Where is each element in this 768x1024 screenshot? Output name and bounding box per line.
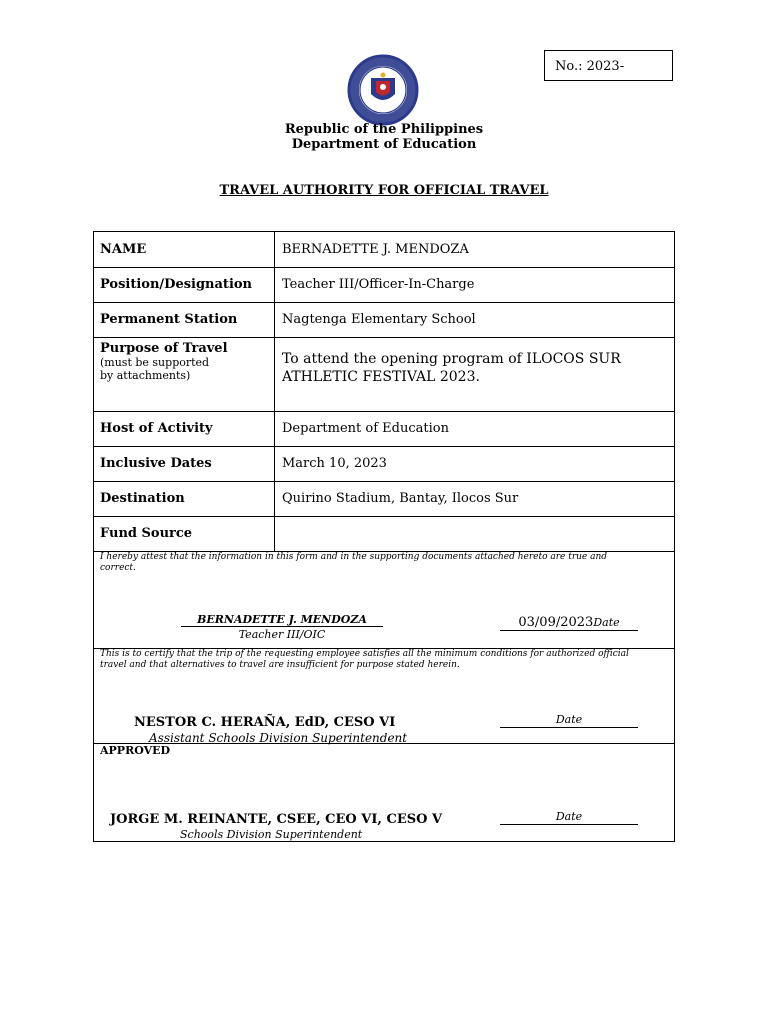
certify-text-line: This is to certify that the trip of the requesting employee satisfies all the minimum conditions for authorized official [100, 649, 629, 659]
attest-signer-name: BERNADETTE J. MENDOZA [181, 613, 383, 627]
field-value[interactable]: Department of Education [282, 421, 449, 436]
approved-section [94, 743, 674, 841]
approved-signer-name: JORGE M. REINANTE, CSEE, CEO VI, CESO V [110, 812, 443, 827]
certify-statement [100, 649, 670, 671]
field-sublabel: by attachments) [100, 369, 191, 382]
field-label: Purpose of Travel [100, 341, 228, 356]
field-row-name [94, 232, 674, 268]
field-row-purpose [94, 337, 674, 412]
field-row-fund [94, 516, 674, 552]
field-row-host [94, 411, 674, 447]
field-value[interactable]: BERNADETTE J. MENDOZA [282, 242, 469, 257]
certify-signer-position: Assistant Schools Division Superintendent [149, 731, 408, 745]
attest-text-line: I hereby attest that the information in this form and in the supporting documents attached hereto are true and [100, 552, 608, 562]
field-label: Host of Activity [94, 411, 275, 446]
attest-signer-position: Teacher III/OIC [238, 628, 326, 641]
field-row-station [94, 302, 674, 338]
field-label: Inclusive Dates [94, 446, 275, 481]
field-value-line: ATHLETIC FESTIVAL 2023. [282, 369, 480, 385]
certify-date-label: Date [555, 713, 583, 726]
attest-signature-block [172, 608, 392, 641]
certify-section [94, 648, 674, 744]
attest-section [94, 551, 674, 649]
field-row-dates [94, 446, 674, 482]
attest-text-line: correct. [100, 563, 136, 573]
field-value[interactable]: Quirino Stadium, Bantay, Ilocos Sur [282, 491, 519, 506]
field-label-purpose [94, 337, 275, 411]
travel-authority-form [93, 231, 675, 842]
document-number-box [544, 50, 673, 81]
attest-date-value: 03/09/2023 [518, 615, 594, 630]
approved-label: APPROVED [100, 744, 171, 757]
document-number: No.: 2023- [555, 59, 625, 74]
attest-statement [100, 552, 660, 574]
attest-date-field[interactable] [500, 611, 638, 631]
field-value[interactable]: Nagtenga Elementary School [282, 312, 476, 327]
approved-date-field[interactable] [500, 805, 638, 825]
department-header: Department of Education [291, 137, 477, 152]
republic-header: Republic of the Philippines [284, 122, 484, 137]
field-value-purpose[interactable] [282, 350, 674, 411]
form-title: TRAVEL AUTHORITY FOR OFFICIAL TRAVEL [219, 183, 549, 198]
field-sublabel: (must be supported [100, 356, 210, 369]
certify-signer-name: NESTOR C. HERAÑA, EdD, CESO VI [134, 715, 396, 730]
approved-date-label: Date [555, 810, 583, 823]
field-label: NAME [94, 232, 275, 267]
approved-signer-position: Schools Division Superintendent [180, 828, 363, 841]
attest-date-label: Date [593, 616, 620, 629]
field-label: Position/Designation [94, 267, 275, 302]
deped-seal-logo [347, 54, 419, 126]
field-label: Destination [94, 481, 275, 516]
field-row-destination [94, 481, 674, 517]
field-label: Fund Source [94, 516, 275, 551]
field-row-position [94, 267, 674, 303]
field-value[interactable]: Teacher III/Officer-In-Charge [282, 277, 475, 292]
field-value[interactable]: March 10, 2023 [282, 456, 387, 471]
certify-date-field[interactable] [500, 708, 638, 728]
field-value[interactable] [282, 516, 674, 551]
certify-text-line: travel and that alternatives to travel are insufficient for purpose stated herein. [100, 660, 460, 670]
field-value-line: To attend the opening program of ILOCOS SUR [282, 351, 621, 367]
field-label: Permanent Station [94, 302, 275, 337]
